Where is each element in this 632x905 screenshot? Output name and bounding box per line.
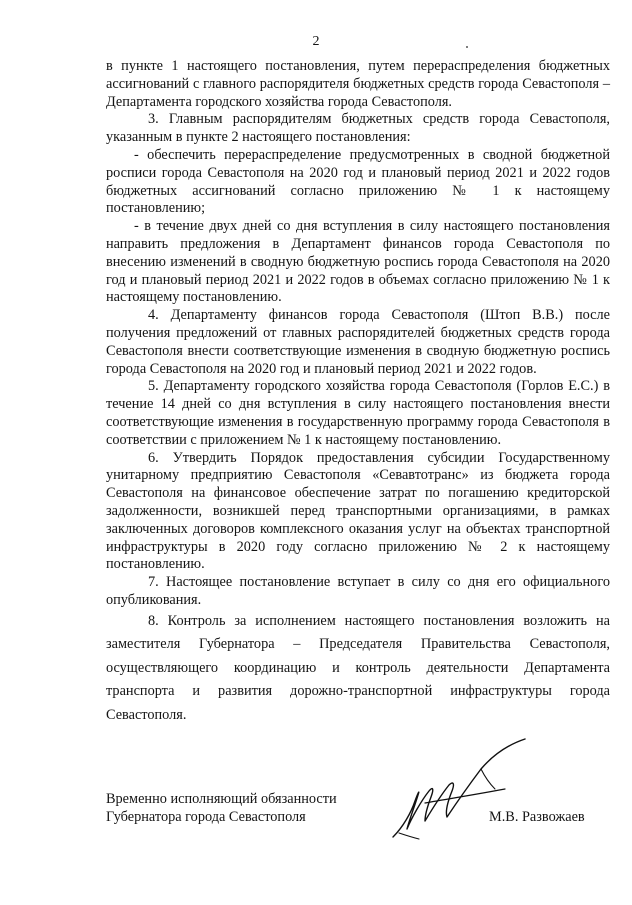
paragraph-3-item-1: - обеспечить перераспределение предусмотренных в сводной бюджетной росписи города Севастополя на 2020 год и плановый период 2021 и 2022 годов бюджетных ассигнований согласно приложению № 1 к настоящему постановлению; [106,146,610,217]
paragraph-continuation: в пункте 1 настоящего постановления, путем перераспределения бюджетных ассигнований с главного распорядителя бюджетных средств города Севастополя – Департамента городского хозяйства города Севастополя. [106,58,610,110]
document-body [106,58,610,727]
paragraph-8: 8. Контроль за исполнением настоящего постановления возложить на заместителя Губернатора – Председателя Правительства Севастополя, осуществляющего координацию и контроль деятельности Департамента транспорта и развития дорожно-транспортной инфраструктуры города Севастополя. [106,612,610,723]
signatory-position-line-1: Временно исполняющий обязанности [106,791,337,807]
page-number: 2 [312,34,320,49]
paragraph-7: 7. Настоящее постановление вступает в силу со дня его официального опубликования. [106,574,610,608]
paragraph-3-item-2: - в течение двух дней со дня вступления в силу настоящего постановления направить предложения в Департамент финансов города Севастополя по внесению изменений в сводную бюджетную роспись города Севастополя на 2020 год и плановый период 2021 и 2022 годов в объемах согласно приложению № 1 к настоящему постановлению. [106,218,610,306]
handwritten-signature [385,733,555,848]
signatory-name: М.В. Развожаев [489,809,585,825]
signatory-position-line-2: Губернатора города Севастополя [106,808,306,825]
signatory-position [106,791,337,827]
paragraph-6: 6. Утвердить Порядок предоставления субсидии Государственному унитарному предприятию Севастополя «Севавтотранс» из бюджета города Севастополя на финансовое обеспечение затрат по погашению кредиторской задолженности, возникшей перед транспортными организациями, в рамках заключенных договоров комплексного оказания услуг на объектах транспортной инфраструктуры в 2020 году согласно приложению № 2 к настоящему постановлению. [106,449,610,573]
paragraph-3: 3. Главным распорядителям бюджетных средств города Севастополя, указанным в пункте 2 настоящего постановления: [106,111,610,146]
scan-speck [466,46,468,48]
paragraph-4: 4. Департаменту финансов города Севастополя (Штоп В.В.) после получения предложений от главных распорядителей бюджетных средств города Севастополя внести соответствующие изменения в сводную бюджетную роспись города Севастополя на 2020 год и плановый период 2021 и 2022 годов. [106,307,610,377]
paragraph-5: 5. Департаменту городского хозяйства города Севастополя (Горлов Е.С.) в течение 14 дней со дня вступления в силу настоящего постановления внести соответствующие изменения в государственную программу города Севастополя в соответствии с приложением № 1 к настоящему постановлению. [106,378,610,448]
